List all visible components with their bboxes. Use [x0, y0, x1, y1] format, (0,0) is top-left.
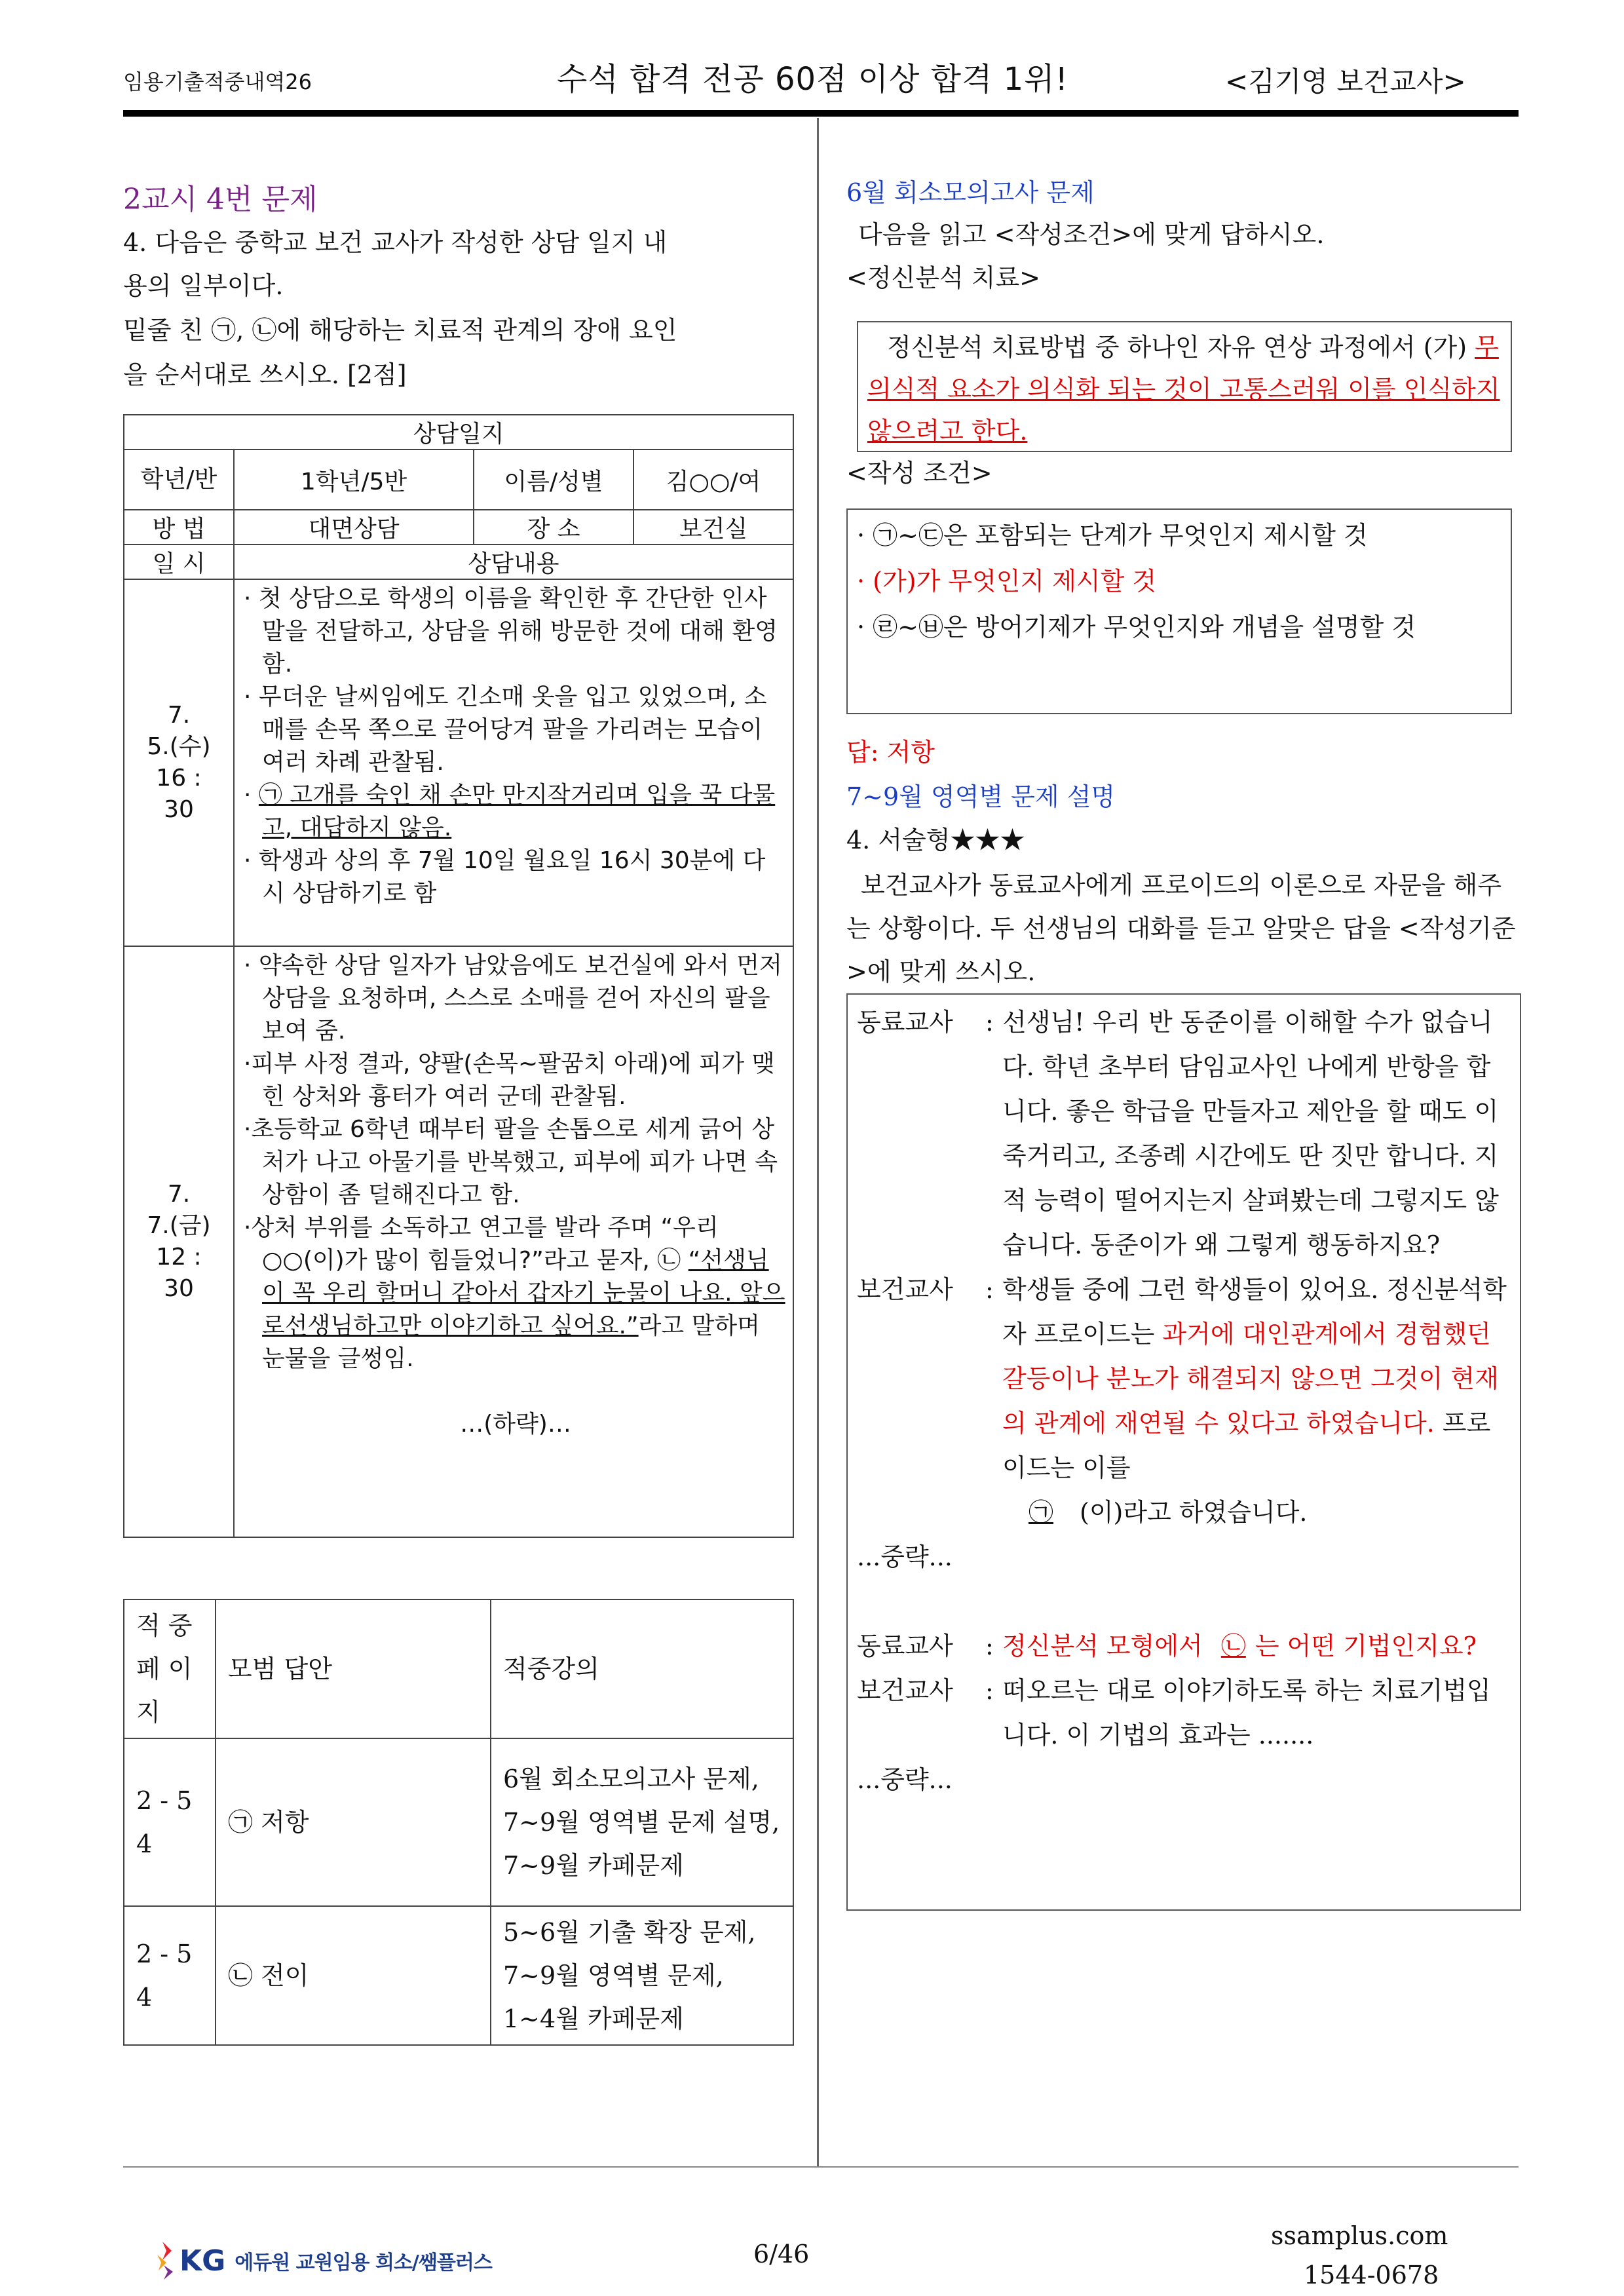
entry-2-content: [234, 946, 793, 1537]
logo-mark-icon: [149, 2242, 176, 2280]
omitted-marker: …(하략)…: [460, 1411, 571, 1438]
place-value: 보건실: [633, 510, 793, 545]
entry-1-date-line: 30: [164, 796, 194, 823]
mock-exam-instruction: 다음을 읽고 <작성조건>에 맞게 답하시오.: [858, 220, 1325, 249]
answer-row-page: 2 - 5 4: [124, 1906, 216, 2045]
speech-text: [1002, 1267, 1511, 1535]
dialogue-turn: [857, 1624, 1511, 1668]
footer-phone: 1544-0678: [1304, 2261, 1439, 2289]
instruction-line-1: 밑줄 친 ㉠, ㉡에 해당하는 치료적 관계의 장애 요인: [123, 316, 677, 345]
entry-2-date-line: 7.(금): [147, 1212, 211, 1239]
entry-2-date-line: 7.: [167, 1181, 191, 1208]
question-line-2: 용의 일부이다.: [123, 271, 284, 300]
method-value: 대면상담: [234, 510, 474, 545]
speaker-colon: :: [985, 1632, 994, 1660]
method-label: 방 법: [124, 510, 234, 545]
entry-2-date: [124, 946, 234, 1537]
header-model-answer: 모범 답안: [216, 1599, 491, 1738]
passage-highlight: 무의식적 요소가 의식화 되는 것이 고통스러워 이를 인식하지 않으려고 한다.: [867, 333, 1500, 446]
area-problem-title: 7~9월 영역별 문제 설명: [846, 782, 1116, 811]
header-hit-lecture: 적중강의: [491, 1599, 793, 1738]
name-label: 이름/성별: [474, 450, 633, 510]
instruction-line-2: 을 순서대로 쓰시오. [2점]: [123, 360, 407, 389]
speech-part: 학생들 중에 그런 학생들이 있어요. 정신분석학자 프로이드는: [1002, 1275, 1507, 1349]
blank-a: ㉠: [1029, 1498, 1054, 1527]
speech-highlight: 과거에 대인관계에서 경험했던 갈등이나 분노가 해결되지 않으면 그것이 현재의 관계에 재연될 수 있다고 하였습니다.: [1002, 1320, 1499, 1438]
speech-part: (이)라고 하였습니다.: [1080, 1498, 1308, 1527]
entry-1-date-line: 7.: [167, 702, 191, 729]
entry-1-content: [234, 579, 793, 946]
entry-1-bullet-underlined: [244, 779, 787, 845]
mock-exam-topic: <정신분석 치료>: [846, 263, 1041, 292]
dialogue-box: [846, 993, 1521, 1911]
conditions-title: <작성 조건>: [846, 459, 992, 488]
speech-part: 프로이드는 이를: [1002, 1409, 1491, 1482]
answer-row-page: 2 - 5 4: [124, 1738, 216, 1906]
speech-part: 는 어떤 기법인지요?: [1255, 1632, 1477, 1660]
grade-value: 1학년/5반: [234, 450, 474, 510]
question-4-text: 보건교사가 동료교사에게 프로이드의 이론으로 자문을 해주는 상황이다. 두 선생님의 대화를 듣고 알맞은 답을 <작성기준>에 맞게 쓰시오.: [846, 871, 1516, 986]
entry-2-date-line: 12 :: [156, 1244, 202, 1271]
speech-text: 떠오르는 대로 이야기하도록 하는 치료기법입니다. 이 기법의 효과는 .......: [1002, 1676, 1491, 1750]
bullet-suffix: 라고 말하며 눈물을 글썽임.: [262, 1312, 760, 1372]
counseling-log-table: [123, 414, 794, 1538]
dialogue-turn: [857, 1668, 1511, 1757]
name-value: 김○○/여: [633, 450, 793, 510]
page-number: 6/46: [753, 2240, 810, 2268]
underlined-text-b: “선생님이 꼭 우리 할머니 같아서 갑자기 눈물이 나요. 앞으로선생님하고만 이야기하고 싶어요.”: [262, 1247, 785, 1339]
column-divider: [817, 118, 819, 2166]
underlined-text-a: ㉠ 고개를 숙인 채 손만 만지작거리며 입을 꾹 다물고, 대답하지 않음.: [258, 782, 776, 841]
entry-2-date-line: 30: [164, 1275, 194, 1302]
dialogue-turn: [857, 1000, 1511, 1267]
entry-1-date-line: 5.(수): [147, 733, 211, 760]
entry-2-bullet: ·초등학교 6학년 때부터 팔을 손톱으로 세게 긁어 상처가 나고 아물기를 반복했고, 피부에 피가 나면 속상함이 좀 덜해진다고 함.: [244, 1116, 778, 1208]
entry-1-date: [124, 579, 234, 946]
footer-website: ssamplus.com: [1271, 2221, 1448, 2250]
condition-item: · ㉣~㉥은 방어기제가 무엇인지와 개념을 설명할 것: [857, 613, 1416, 641]
question-line-1: 4. 다음은 중학교 보건 교사가 작성한 상담 일지 내: [123, 228, 668, 257]
entry-1-date-line: 16 :: [156, 765, 202, 792]
entry-1-bullet: · 학생과 상의 후 7월 10일 월요일 16시 30분에 다시 상담하기로 함: [244, 847, 766, 907]
speech-text: [1002, 1624, 1511, 1668]
question-4-heading: 4. 서술형★★★: [846, 826, 1025, 854]
header-hit-page: 적 중 페 이 지: [124, 1599, 216, 1738]
bullet-prefix: ·상처 부위를 소독하고 연고를 발라 주며 “우리 ○○(이)가 많이 힘들었니?”라고 묻자, ㉡: [244, 1214, 719, 1274]
condition-item: · ㉠~㉢은 포함되는 단계가 무엇인지 제시할 것: [857, 521, 1368, 550]
dialogue-turn: [857, 1267, 1511, 1535]
answer-row-lecture: 5~6월 기출 확장 문제, 7~9월 영역별 문제, 1~4월 카페문제: [491, 1906, 793, 2045]
date-label: 일 시: [124, 545, 234, 579]
bullet-prefix: ·: [244, 782, 259, 809]
speaker-colon: :: [985, 1275, 994, 1304]
speaker-label: 보건교사: [857, 1676, 953, 1705]
content-label: 상담내용: [234, 545, 793, 579]
publisher-logo: [149, 2241, 492, 2280]
answer-row-lecture: 6월 회소모의고사 문제, 7~9월 영역별 문제 설명, 7~9월 카페문제: [491, 1738, 793, 1906]
speaker-label: 동료교사: [857, 1008, 953, 1037]
grade-label: 학년/반: [124, 450, 234, 510]
entry-2-bullet: ·피부 사정 결과, 양팔(손목∼팔꿈치 아래)에 피가 맺힌 상처와 흉터가 여러 군데 관찰됨.: [244, 1050, 775, 1110]
blank-b: ㉡: [1220, 1632, 1246, 1660]
speaker-label: 동료교사: [857, 1632, 953, 1660]
omission-marker: ...중략...: [857, 1542, 953, 1571]
speech-part: 정신분석 모형에서: [1002, 1632, 1211, 1660]
answer-row-answer: ㉠ 저항: [216, 1738, 491, 1906]
header-center-title: 수석 합격 전공 60점 이상 합격 1위!: [557, 61, 1068, 98]
header-right-title: <김기영 보건교사>: [1225, 66, 1466, 98]
footer-rule: [123, 2166, 1519, 2168]
answer-line: 답: 저항: [846, 738, 935, 767]
omission-marker: ...중략...: [857, 1765, 953, 1794]
entry-1-bullet: · 첫 상담으로 학생의 이름을 확인한 후 간단한 인사말을 전달하고, 상담을 위해 방문한 것에 대해 환영함.: [244, 585, 778, 678]
speaker-colon: :: [985, 1008, 994, 1037]
speaker-label: 보건교사: [857, 1275, 953, 1304]
passage-box: [857, 321, 1512, 452]
logo-brand-text: 에듀원 교원임용 희소/쌤플러스: [235, 2251, 492, 2274]
passage-text: 정신분석 치료방법 중 하나인 자유 연상 과정에서 (가): [887, 333, 1475, 362]
question-title: 2교시 4번 문제: [123, 183, 318, 216]
header-left-title: 임용기출적중내역26: [123, 69, 312, 94]
log-title: 상담일지: [124, 415, 793, 450]
logo-kg-text: KG: [179, 2244, 226, 2278]
answer-row-answer: ㉡ 전이: [216, 1906, 491, 2045]
conditions-box: [846, 508, 1512, 714]
mock-exam-title: 6월 회소모의고사 문제: [846, 178, 1095, 207]
header-rule: [123, 110, 1519, 117]
entry-2-bullet: · 약속한 상담 일자가 남았음에도 보건실에 와서 먼저 상담을 요청하며, 스스로 소매를 걷어 자신의 팔을 보여 줌.: [244, 952, 782, 1044]
entry-1-bullet: · 무더운 날씨임에도 긴소매 옷을 입고 있었으며, 소매를 손목 쪽으로 끌어당겨 팔을 가리려는 모습이 여러 차례 관찰됨.: [244, 683, 767, 776]
condition-item-highlight: · (가)가 무엇인지 제시할 것: [857, 567, 1157, 596]
answer-table: [123, 1599, 794, 2046]
entry-2-bullet-underlined: [244, 1212, 787, 1375]
spacer: [857, 1579, 1511, 1624]
speech-text: 선생님! 우리 반 동준이를 이해할 수가 없습니다. 학년 초부터 담임교사인 나에게 반항을 합니다. 좋은 학급을 만들자고 제안을 할 때도 이죽거리고, 조종례 시간에도 딴 짓만 합니다. 지적 능력이 떨어지는지 살펴봤는데 그렇지도 않습니다. 동준이가 왜 그렇게 행동하지요?: [1002, 1008, 1499, 1259]
speaker-colon: :: [985, 1676, 994, 1705]
place-label: 장 소: [474, 510, 633, 545]
